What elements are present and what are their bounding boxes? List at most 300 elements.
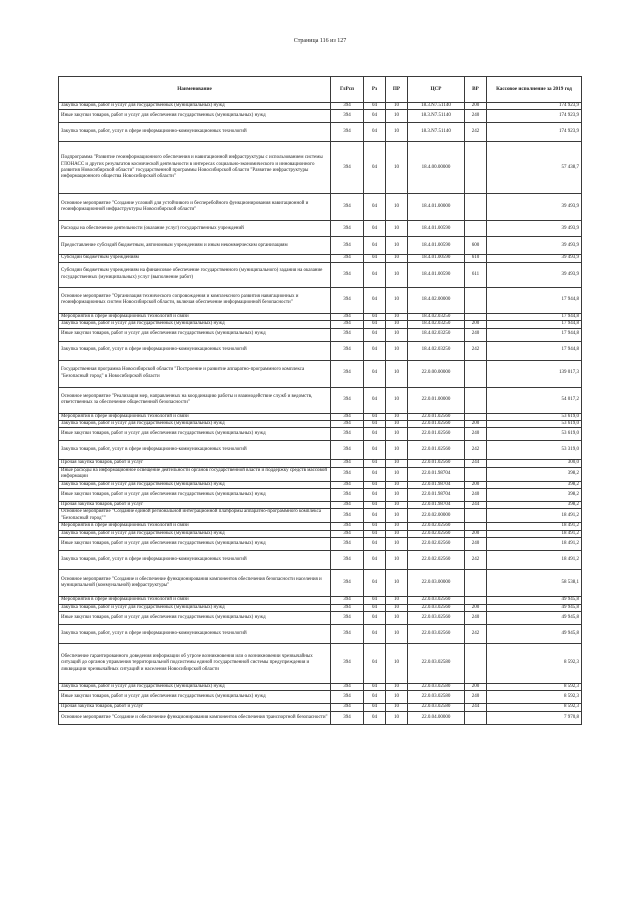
row-execution-cell: 7 970,8 xyxy=(487,711,582,724)
row-vr-cell: 242 xyxy=(465,624,487,643)
row-execution-cell: 398,2 xyxy=(487,467,582,481)
row-vr-cell: 244 xyxy=(465,460,487,467)
row-glrsp-cell: 394 xyxy=(331,110,364,123)
table-row xyxy=(59,489,582,502)
table-row xyxy=(59,624,582,643)
row-vr-cell xyxy=(465,194,487,221)
row-rz-cell: 04 xyxy=(364,255,386,262)
table-row xyxy=(59,123,582,142)
row-csr-cell: 22.0.01.02560 xyxy=(408,421,465,428)
row-vr-cell: 242 xyxy=(465,123,487,142)
row-glrsp-cell: 394 xyxy=(331,691,364,704)
table-row xyxy=(59,313,582,320)
row-vr-cell: 200 xyxy=(465,321,487,328)
row-pr-cell: 10 xyxy=(386,502,408,509)
table-row xyxy=(59,551,582,570)
row-rz-cell: 04 xyxy=(364,683,386,690)
row-csr-cell: 22.0.01.98704 xyxy=(408,502,465,509)
row-execution-cell: 139 017,3 xyxy=(487,360,582,387)
row-pr-cell: 10 xyxy=(386,321,408,328)
header-glrsp: ГлРсп xyxy=(331,77,364,103)
table-row xyxy=(59,683,582,690)
row-pr-cell: 10 xyxy=(386,421,408,428)
row-name-cell: Закупка товаров, работ, услуг в сфере информационно-коммуникационных технологий xyxy=(59,551,331,570)
row-pr-cell: 10 xyxy=(386,262,408,287)
table-row xyxy=(59,103,582,110)
row-execution-cell: 39 493,9 xyxy=(487,221,582,237)
row-rz-cell: 04 xyxy=(364,530,386,537)
row-pr-cell: 10 xyxy=(386,221,408,237)
row-glrsp-cell: 394 xyxy=(331,460,364,467)
row-vr-cell xyxy=(465,597,487,604)
row-csr-cell: 22.0.02.02560 xyxy=(408,523,465,530)
row-glrsp-cell: 394 xyxy=(331,237,364,255)
row-glrsp-cell: 394 xyxy=(331,538,364,551)
row-name-cell: Закупка товаров, работ и услуг для государственных (муниципальных) нужд xyxy=(59,530,331,537)
row-vr-cell xyxy=(465,711,487,724)
table-row xyxy=(59,421,582,428)
table-row xyxy=(59,255,582,262)
row-csr-cell: 22.0.01.98704 xyxy=(408,489,465,502)
row-name-cell: Иные закупки товаров, работ и услуг для обеспечения государственных (муниципальных) нужд xyxy=(59,110,331,123)
row-rz-cell: 04 xyxy=(364,387,386,413)
row-glrsp-cell: 394 xyxy=(331,643,364,683)
row-name-cell: Основное мероприятие "Создание условий для устойчивого и бесперебойного функционирования навигационной и геоинформационной инфраструктуры Новосибирской области" xyxy=(59,194,331,221)
row-csr-cell: 18.4.01.00590 xyxy=(408,262,465,287)
row-csr-cell: 22.0.01.02560 xyxy=(408,428,465,441)
row-vr-cell xyxy=(465,467,487,481)
row-rz-cell: 04 xyxy=(364,509,386,523)
row-vr-cell xyxy=(465,221,487,237)
row-glrsp-cell: 394 xyxy=(331,287,364,313)
row-rz-cell: 04 xyxy=(364,489,386,502)
table-row xyxy=(59,538,582,551)
row-csr-cell: 18.3.N7.51140 xyxy=(408,103,465,110)
row-pr-cell: 10 xyxy=(386,481,408,488)
row-csr-cell: 22.0.03.02560 xyxy=(408,597,465,604)
row-pr-cell: 10 xyxy=(386,313,408,320)
row-pr-cell: 10 xyxy=(386,597,408,604)
row-execution-cell: 39 493,9 xyxy=(487,262,582,287)
row-pr-cell: 10 xyxy=(386,538,408,551)
row-name-cell: Мероприятия в сфере информационных технологий и связи xyxy=(59,313,331,320)
row-execution-cell: 18 491,2 xyxy=(487,538,582,551)
row-rz-cell: 04 xyxy=(364,142,386,194)
row-name-cell: Субсидии бюджетным учреждениям xyxy=(59,255,331,262)
table-row xyxy=(59,704,582,711)
row-execution-cell: 398,2 xyxy=(487,489,582,502)
row-glrsp-cell: 394 xyxy=(331,321,364,328)
row-pr-cell: 10 xyxy=(386,704,408,711)
row-glrsp-cell: 394 xyxy=(331,611,364,624)
row-vr-cell xyxy=(465,523,487,530)
row-rz-cell: 04 xyxy=(364,570,386,597)
row-vr-cell: 240 xyxy=(465,691,487,704)
row-name-cell: Иные закупки товаров, работ и услуг для обеспечения государственных (муниципальных) нужд xyxy=(59,489,331,502)
row-vr-cell: 200 xyxy=(465,683,487,690)
row-csr-cell: 18.4.01.00590 xyxy=(408,221,465,237)
header-execution: Кассовое исполнение за 2019 год xyxy=(487,77,582,103)
row-name-cell: Закупка товаров, работ и услуг для государственных (муниципальных) нужд xyxy=(59,683,331,690)
row-glrsp-cell: 394 xyxy=(331,221,364,237)
row-csr-cell: 18.4.02.03250 xyxy=(408,313,465,320)
row-rz-cell: 04 xyxy=(364,321,386,328)
row-glrsp-cell: 394 xyxy=(331,194,364,221)
row-execution-cell: 300,0 xyxy=(487,460,582,467)
row-csr-cell: 22.0.02.02560 xyxy=(408,538,465,551)
row-execution-cell: 49 945,8 xyxy=(487,624,582,643)
row-glrsp-cell: 394 xyxy=(331,413,364,420)
header-pr: ПР xyxy=(386,77,408,103)
table-header-row xyxy=(59,77,582,103)
row-pr-cell: 10 xyxy=(386,142,408,194)
row-rz-cell: 04 xyxy=(364,221,386,237)
table-row xyxy=(59,328,582,341)
row-name-cell: Обеспечение гарантированного доведения информации об угрозе возникновения или о возникновении чрезвычайных ситуаций до органов управления территориальной подсистемы единой государственной системы предупреждения и ликвидации чрезвычайных ситуаций и населения Новосибирской области xyxy=(59,643,331,683)
row-rz-cell: 04 xyxy=(364,341,386,360)
row-vr-cell: 240 xyxy=(465,328,487,341)
row-csr-cell: 22.0.02.02560 xyxy=(408,530,465,537)
row-pr-cell: 10 xyxy=(386,237,408,255)
row-glrsp-cell: 394 xyxy=(331,441,364,460)
row-name-cell: Иные закупки товаров, работ и услуг для обеспечения государственных (муниципальных) нужд xyxy=(59,428,331,441)
table-row xyxy=(59,502,582,509)
table-row xyxy=(59,611,582,624)
row-vr-cell xyxy=(465,287,487,313)
table-row xyxy=(59,110,582,123)
row-execution-cell: 174 923,9 xyxy=(487,103,582,110)
row-name-cell: Предоставление субсидий бюджетным, автономным учреждениям и иным некоммерческим организациям xyxy=(59,237,331,255)
row-rz-cell: 04 xyxy=(364,313,386,320)
row-rz-cell: 04 xyxy=(364,551,386,570)
row-name-cell: Основное мероприятие "Создание единой региональной интеграционной платформы аппаратно-программного комплекса "Безопасный город"" xyxy=(59,509,331,523)
row-name-cell: Иные расходы на информационное освещение деятельности органов государственной власти и поддержку средств массовой информации xyxy=(59,467,331,481)
row-execution-cell: 18 491,2 xyxy=(487,523,582,530)
row-csr-cell: 18.4.01.00000 xyxy=(408,194,465,221)
row-vr-cell: 200 xyxy=(465,481,487,488)
row-name-cell: Иные закупки товаров, работ и услуг для обеспечения государственных (муниципальных) нужд xyxy=(59,691,331,704)
row-csr-cell: 22.0.02.00000 xyxy=(408,509,465,523)
row-name-cell: Основное мероприятие "Организация технического сопровождения и комплексного развития навигационных и геоинформационных систем Новосибирской области, включая обеспечение информационной безопасности" xyxy=(59,287,331,313)
row-rz-cell: 04 xyxy=(364,604,386,611)
row-csr-cell: 18.4.02.03250 xyxy=(408,341,465,360)
row-rz-cell: 04 xyxy=(364,538,386,551)
table-row xyxy=(59,481,582,488)
row-execution-cell: 17 944,8 xyxy=(487,287,582,313)
row-execution-cell: 18 491,2 xyxy=(487,551,582,570)
row-rz-cell: 04 xyxy=(364,460,386,467)
row-execution-cell: 8 592,3 xyxy=(487,643,582,683)
row-csr-cell: 22.0.01.98704 xyxy=(408,467,465,481)
row-glrsp-cell: 394 xyxy=(331,704,364,711)
row-rz-cell: 04 xyxy=(364,691,386,704)
row-glrsp-cell: 394 xyxy=(331,103,364,110)
row-glrsp-cell: 394 xyxy=(331,421,364,428)
row-name-cell: Прочая закупка товаров, работ и услуг xyxy=(59,460,331,467)
row-name-cell: Прочая закупка товаров, работ и услуг xyxy=(59,704,331,711)
table-row xyxy=(59,523,582,530)
row-glrsp-cell: 394 xyxy=(331,523,364,530)
row-rz-cell: 04 xyxy=(364,360,386,387)
row-rz-cell: 04 xyxy=(364,502,386,509)
table-row xyxy=(59,262,582,287)
row-glrsp-cell: 394 xyxy=(331,711,364,724)
row-vr-cell: 244 xyxy=(465,704,487,711)
row-pr-cell: 10 xyxy=(386,604,408,611)
row-csr-cell: 18.4.01.00590 xyxy=(408,255,465,262)
row-rz-cell: 04 xyxy=(364,467,386,481)
row-pr-cell: 10 xyxy=(386,530,408,537)
row-glrsp-cell: 394 xyxy=(331,509,364,523)
row-csr-cell: 22.0.03.00000 xyxy=(408,570,465,597)
row-execution-cell: 49 945,8 xyxy=(487,611,582,624)
row-name-cell: Расходы на обеспечение деятельности (оказание услуг) государственных учреждений xyxy=(59,221,331,237)
row-glrsp-cell: 394 xyxy=(331,341,364,360)
row-glrsp-cell: 394 xyxy=(331,489,364,502)
row-pr-cell: 10 xyxy=(386,428,408,441)
row-name-cell: Основное мероприятие "Создание и обеспечение функционирования компонентов обеспечения безопасности населения и муниципальной (коммунальной) инфраструктуры" xyxy=(59,570,331,597)
row-glrsp-cell: 394 xyxy=(331,530,364,537)
row-pr-cell: 10 xyxy=(386,460,408,467)
row-name-cell: Мероприятия в сфере информационных технологий и связи xyxy=(59,523,331,530)
row-vr-cell xyxy=(465,413,487,420)
row-csr-cell: 22.0.03.02580 xyxy=(408,643,465,683)
row-name-cell: Подпрограмма "Развитие геоинформационного обеспечения и навигационной инфраструктуры с использованием системы ГЛОНАСС и других результатов космической деятельности в интересах социально-экономического и инновационного развития Новосибирской области" государственной программы Новосибирской области "Развитие инфраструктуры информационного общества Новосибирской области" xyxy=(59,142,331,194)
row-pr-cell: 10 xyxy=(386,711,408,724)
page-number-label: Страница 116 из 127 xyxy=(293,38,347,44)
row-name-cell: Иные закупки товаров, работ и услуг для обеспечения государственных (муниципальных) нужд xyxy=(59,611,331,624)
row-csr-cell: 22.0.03.02580 xyxy=(408,683,465,690)
row-csr-cell: 22.0.01.98704 xyxy=(408,481,465,488)
row-pr-cell: 10 xyxy=(386,194,408,221)
row-execution-cell: 53 619,0 xyxy=(487,428,582,441)
row-rz-cell: 04 xyxy=(364,237,386,255)
table-row xyxy=(59,387,582,413)
row-pr-cell: 10 xyxy=(386,123,408,142)
header-name: Наименование xyxy=(59,77,331,103)
row-pr-cell: 10 xyxy=(386,328,408,341)
row-vr-cell xyxy=(465,387,487,413)
table-row xyxy=(59,360,582,387)
table-row xyxy=(59,643,582,683)
row-vr-cell: 242 xyxy=(465,441,487,460)
row-rz-cell: 04 xyxy=(364,441,386,460)
row-rz-cell: 04 xyxy=(364,481,386,488)
row-csr-cell: 22.0.03.02580 xyxy=(408,691,465,704)
row-pr-cell: 10 xyxy=(386,110,408,123)
row-glrsp-cell: 394 xyxy=(331,360,364,387)
row-csr-cell: 22.0.01.02560 xyxy=(408,460,465,467)
table-body xyxy=(59,103,582,725)
row-name-cell: Закупка товаров, работ и услуг для государственных (муниципальных) нужд xyxy=(59,103,331,110)
table-row xyxy=(59,509,582,523)
row-execution-cell: 8 592,3 xyxy=(487,691,582,704)
table-row xyxy=(59,604,582,611)
row-vr-cell: 200 xyxy=(465,421,487,428)
row-vr-cell: 240 xyxy=(465,428,487,441)
row-execution-cell: 174 923,9 xyxy=(487,123,582,142)
row-name-cell: Закупка товаров, работ, услуг в сфере информационно-коммуникационных технологий xyxy=(59,624,331,643)
row-pr-cell: 10 xyxy=(386,509,408,523)
row-rz-cell: 04 xyxy=(364,624,386,643)
row-csr-cell: 22.0.03.02580 xyxy=(408,704,465,711)
row-name-cell: Закупка товаров, работ, услуг в сфере информационно-коммуникационных технологий xyxy=(59,441,331,460)
row-glrsp-cell: 394 xyxy=(331,387,364,413)
row-name-cell: Закупка товаров, работ и услуг для государственных (муниципальных) нужд xyxy=(59,321,331,328)
row-name-cell: Закупка товаров, работ, услуг в сфере информационно-коммуникационных технологий xyxy=(59,341,331,360)
row-execution-cell: 8 592,3 xyxy=(487,704,582,711)
row-pr-cell: 10 xyxy=(386,643,408,683)
header-vr: ВР xyxy=(465,77,487,103)
row-rz-cell: 04 xyxy=(364,103,386,110)
row-execution-cell: 174 923,9 xyxy=(487,110,582,123)
row-pr-cell: 10 xyxy=(386,523,408,530)
row-execution-cell: 17 944,8 xyxy=(487,313,582,320)
row-glrsp-cell: 394 xyxy=(331,123,364,142)
row-name-cell: Мероприятия в сфере информационных технологий и связи xyxy=(59,597,331,604)
row-execution-cell: 18 491,2 xyxy=(487,509,582,523)
row-glrsp-cell: 394 xyxy=(331,142,364,194)
row-vr-cell: 240 xyxy=(465,611,487,624)
row-execution-cell: 49 945,8 xyxy=(487,604,582,611)
row-vr-cell: 240 xyxy=(465,110,487,123)
row-execution-cell: 17 944,8 xyxy=(487,328,582,341)
row-execution-cell: 39 493,9 xyxy=(487,194,582,221)
row-csr-cell: 18.3.N7.51140 xyxy=(408,110,465,123)
row-pr-cell: 10 xyxy=(386,441,408,460)
row-rz-cell: 04 xyxy=(364,287,386,313)
row-execution-cell: 39 493,9 xyxy=(487,237,582,255)
row-pr-cell: 10 xyxy=(386,691,408,704)
row-glrsp-cell: 394 xyxy=(331,328,364,341)
table-row xyxy=(59,237,582,255)
row-glrsp-cell: 394 xyxy=(331,467,364,481)
row-name-cell: Закупка товаров, работ и услуг для государственных (муниципальных) нужд xyxy=(59,481,331,488)
row-name-cell: Субсидии бюджетным учреждениям на финансовое обеспечение государственного (муниципального) задания на оказание государственных (муниципальных) услуг (выполнение работ) xyxy=(59,262,331,287)
table-row xyxy=(59,530,582,537)
row-vr-cell xyxy=(465,643,487,683)
row-name-cell: Закупка товаров, работ и услуг для государственных (муниципальных) нужд xyxy=(59,421,331,428)
row-name-cell: Мероприятия в сфере информационных технологий и связи xyxy=(59,413,331,420)
row-name-cell: Основное мероприятие "Создание и обеспечение функционирования компонентов обеспечения транспортной безопасности" xyxy=(59,711,331,724)
row-glrsp-cell: 394 xyxy=(331,604,364,611)
table-row xyxy=(59,321,582,328)
table-row xyxy=(59,287,582,313)
table-row xyxy=(59,711,582,724)
row-execution-cell: 398,2 xyxy=(487,502,582,509)
row-pr-cell: 10 xyxy=(386,611,408,624)
table-row xyxy=(59,460,582,467)
table-row xyxy=(59,341,582,360)
row-rz-cell: 04 xyxy=(364,428,386,441)
row-glrsp-cell: 394 xyxy=(331,428,364,441)
table-row xyxy=(59,570,582,597)
row-vr-cell xyxy=(465,360,487,387)
row-rz-cell: 04 xyxy=(364,413,386,420)
budget-report-table xyxy=(58,76,582,725)
row-pr-cell: 10 xyxy=(386,624,408,643)
header-rz: Рз xyxy=(364,77,386,103)
row-execution-cell: 398,2 xyxy=(487,481,582,488)
row-rz-cell: 04 xyxy=(364,110,386,123)
row-csr-cell: 22.0.01.02560 xyxy=(408,441,465,460)
row-execution-cell: 54 017,2 xyxy=(487,387,582,413)
row-execution-cell: 49 945,8 xyxy=(487,597,582,604)
row-vr-cell: 200 xyxy=(465,530,487,537)
row-execution-cell: 18 491,2 xyxy=(487,530,582,537)
row-glrsp-cell: 394 xyxy=(331,570,364,597)
row-rz-cell: 04 xyxy=(364,194,386,221)
row-name-cell: Государственная программа Новосибирской области "Построение и развитие аппаратно-программного комплекса "Безопасный город" в Новосибирской области xyxy=(59,360,331,387)
row-execution-cell: 53 619,0 xyxy=(487,413,582,420)
row-glrsp-cell: 394 xyxy=(331,255,364,262)
row-vr-cell xyxy=(465,313,487,320)
row-csr-cell: 22.0.04.00000 xyxy=(408,711,465,724)
row-vr-cell xyxy=(465,570,487,597)
row-vr-cell: 611 xyxy=(465,262,487,287)
row-execution-cell: 39 493,9 xyxy=(487,255,582,262)
row-pr-cell: 10 xyxy=(386,360,408,387)
table-row xyxy=(59,221,582,237)
row-pr-cell: 10 xyxy=(386,683,408,690)
row-glrsp-cell: 394 xyxy=(331,683,364,690)
table-row xyxy=(59,691,582,704)
row-name-cell: Основное мероприятие "Реализация мер, направленных на координацию работы и взаимодействие служб и ведомств, ответственных за обеспечение общественной безопасности" xyxy=(59,387,331,413)
row-name-cell: Прочая закупка товаров, работ и услуг xyxy=(59,502,331,509)
row-rz-cell: 04 xyxy=(364,611,386,624)
row-execution-cell: 58 538,1 xyxy=(487,570,582,597)
row-name-cell: Иные закупки товаров, работ и услуг для обеспечения государственных (муниципальных) нужд xyxy=(59,538,331,551)
row-vr-cell: 240 xyxy=(465,538,487,551)
row-vr-cell xyxy=(465,142,487,194)
row-csr-cell: 18.4.02.03250 xyxy=(408,321,465,328)
row-pr-cell: 10 xyxy=(386,387,408,413)
row-execution-cell: 17 944,8 xyxy=(487,321,582,328)
row-execution-cell: 53 319,0 xyxy=(487,441,582,460)
row-csr-cell: 22.0.03.02560 xyxy=(408,604,465,611)
table-row xyxy=(59,142,582,194)
row-vr-cell: 242 xyxy=(465,551,487,570)
row-vr-cell: 610 xyxy=(465,255,487,262)
row-csr-cell: 22.0.03.02560 xyxy=(408,624,465,643)
row-csr-cell: 18.4.02.03250 xyxy=(408,328,465,341)
row-name-cell: Закупка товаров, работ, услуг в сфере информационно-коммуникационных технологий xyxy=(59,123,331,142)
row-rz-cell: 04 xyxy=(364,421,386,428)
row-execution-cell: 17 944,8 xyxy=(487,341,582,360)
row-rz-cell: 04 xyxy=(364,704,386,711)
row-rz-cell: 04 xyxy=(364,643,386,683)
row-pr-cell: 10 xyxy=(386,103,408,110)
row-csr-cell: 22.0.00.00000 xyxy=(408,360,465,387)
row-csr-cell: 18.4.01.00590 xyxy=(408,237,465,255)
row-pr-cell: 10 xyxy=(386,467,408,481)
row-csr-cell: 18.4.00.00000 xyxy=(408,142,465,194)
row-execution-cell: 57 438,7 xyxy=(487,142,582,194)
row-vr-cell xyxy=(465,509,487,523)
table-row xyxy=(59,194,582,221)
row-pr-cell: 10 xyxy=(386,570,408,597)
row-glrsp-cell: 394 xyxy=(331,262,364,287)
row-csr-cell: 22.0.01.02560 xyxy=(408,413,465,420)
row-rz-cell: 04 xyxy=(364,711,386,724)
row-glrsp-cell: 394 xyxy=(331,624,364,643)
row-glrsp-cell: 394 xyxy=(331,551,364,570)
row-csr-cell: 18.4.02.00000 xyxy=(408,287,465,313)
row-pr-cell: 10 xyxy=(386,413,408,420)
row-name-cell: Закупка товаров, работ и услуг для государственных (муниципальных) нужд xyxy=(59,604,331,611)
row-vr-cell: 242 xyxy=(465,341,487,360)
table-row xyxy=(59,467,582,481)
